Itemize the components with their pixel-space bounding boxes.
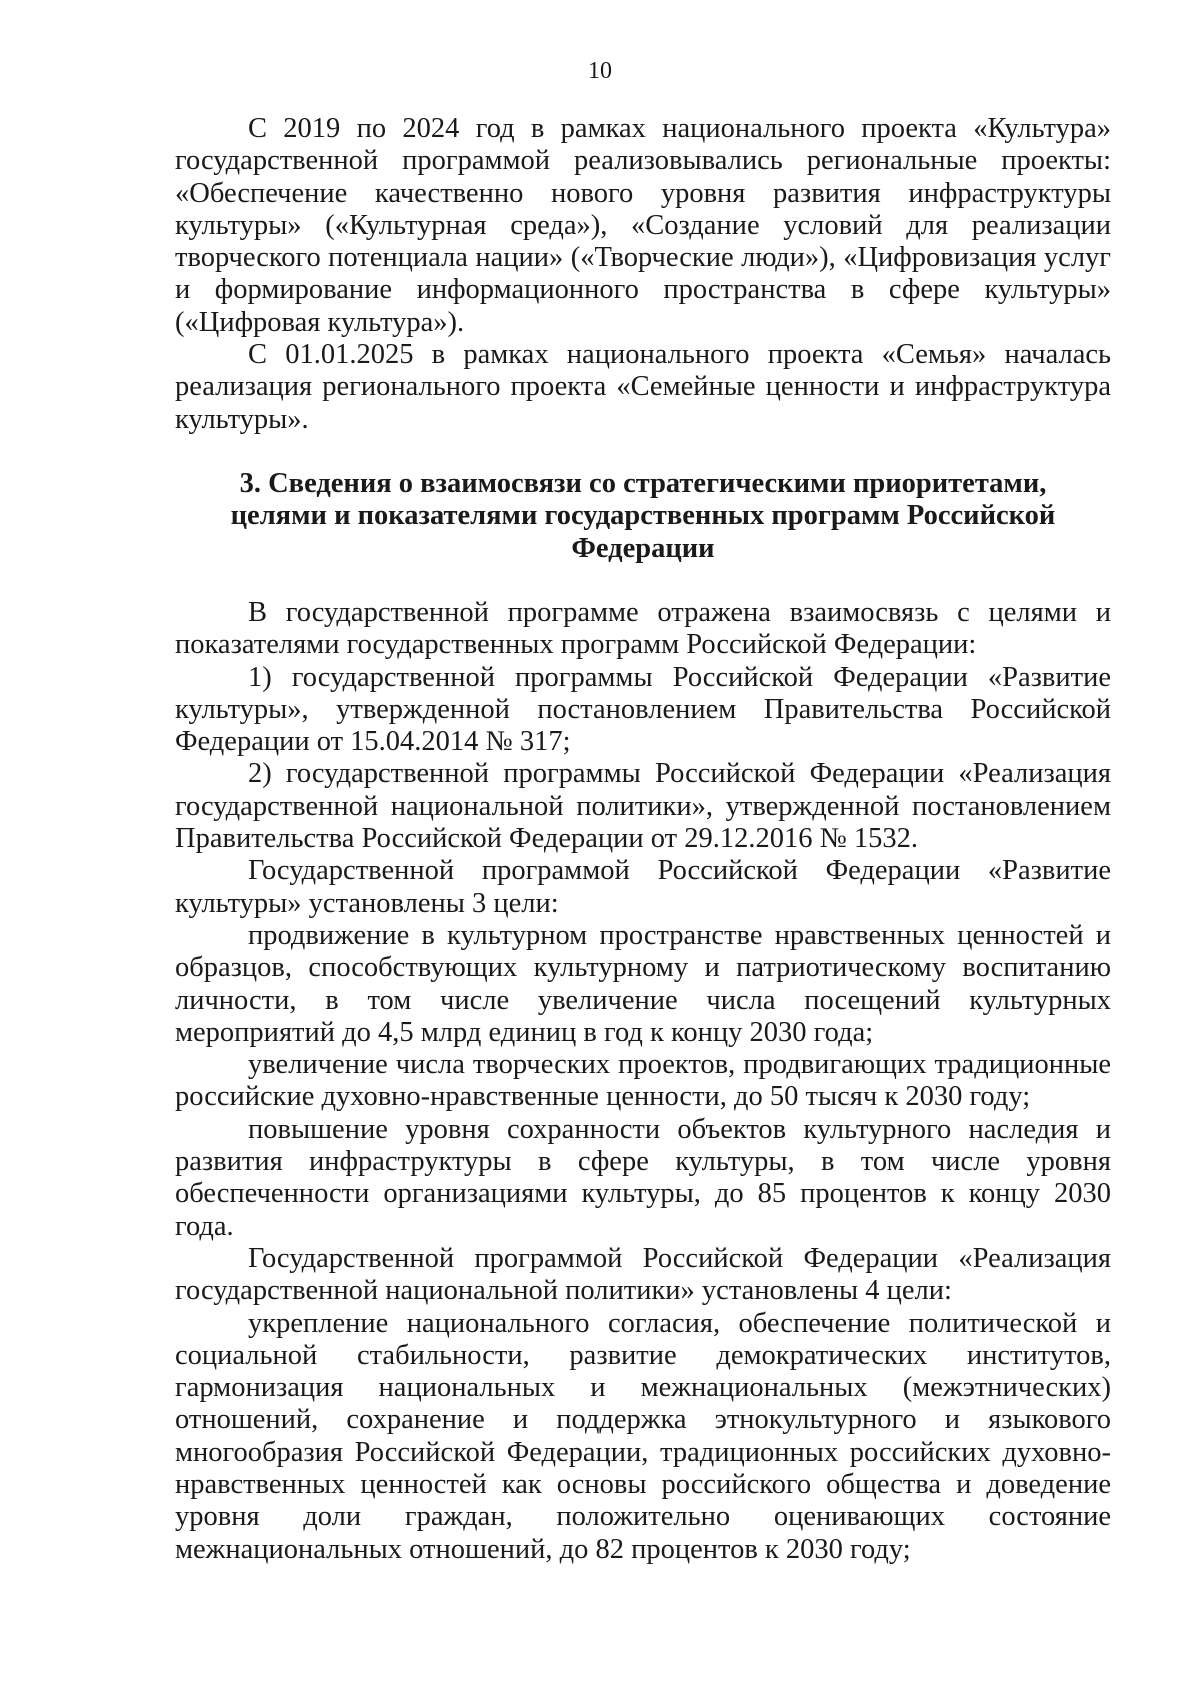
paragraph-national-project-culture: С 2019 по 2024 год в рамках национального проекта «Культура» государственной программой реализовывались региональные проекты: «Обеспечение качественно нового уровня развития инфраструктуры культуры» («Культурная среда»), «Создание условий для реализации творческого потенциала нации» («Творческие люди»), «Цифровизация услуг и формирование информационного пространства в сфере культуры» («Цифровая культура»).	[175, 113, 1111, 338]
section-text-block	[175, 597, 1111, 1566]
paragraph-goal-heritage-preservation: повышение уровня сохранности объектов культурного наследия и развития инфраструктуры в сфере культуры, в том числе уровня обеспеченности организациями культуры, до 85 процентов к концу 2030 года.	[175, 1113, 1111, 1242]
paragraph-culture-goals-intro: Государственной программой Российской Федерации «Развитие культуры» установлены 3 цели:	[175, 855, 1111, 919]
paragraph-goal-values-promotion: продвижение в культурном пространстве нравственных ценностей и образцов, способствующих культурному и патриотическому воспитанию личности, в том числе увеличение числа посещений культурных мероприятий до 4,5 млрд единиц в год к концу 2030 года;	[175, 919, 1111, 1048]
list-item-program-culture: 1) государственной программы Российской Федерации «Развитие культуры», утвержденной постановлением Правительства Российской Федерации от 15.04.2014 № 317;	[175, 661, 1111, 758]
intro-text-block	[175, 113, 1111, 436]
section-heading-line: целями и показателями государственных программ Российской	[230, 500, 1056, 532]
page-number: 10	[588, 58, 612, 84]
section-heading-line: Федерации	[571, 532, 715, 564]
paragraph-goal-creative-projects: увеличение числа творческих проектов, продвигающих традиционные российские духовно-нравственные ценности, до 50 тысяч к 2030 году;	[175, 1049, 1111, 1113]
paragraph-national-policy-goals-intro: Государственной программой Российской Федерации «Реализация государственной национальной политики» установлены 4 цели:	[175, 1242, 1111, 1307]
paragraph-national-project-family: С 01.01.2025 в рамках национального проекта «Семья» началась реализация регионального проекта «Семейные ценности и инфраструктура культуры».	[175, 339, 1111, 435]
section-heading-line: 3. Сведения о взаимосвязи со стратегическими приоритетами,	[239, 468, 1047, 499]
section-heading	[175, 468, 1111, 565]
paragraph-goal-national-accord: укрепление национального согласия, обеспечение политической и социальной стабильности, развитие демократических институтов, гармонизация национальных и межнациональных (межэтнических) отношений, сохранение и поддержка этнокультурного и языкового многообразия Российской Федерации, традиционных российских духовно-нравственных ценностей как основы российского общества и доведение уровня доли граждан, положительно оценивающих состояние межнациональных отношений, до 82 процентов к 2030 году;	[175, 1307, 1111, 1565]
paragraph-program-linkage: В государственной программе отражена взаимосвязь с целями и показателями государственных программ Российской Федерации:	[175, 597, 1111, 661]
list-item-program-national-policy: 2) государственной программы Российской Федерации «Реализация государственной национальной политики», утвержденной постановлением Правительства Российской Федерации от 29.12.2016 № 1532.	[175, 758, 1111, 855]
